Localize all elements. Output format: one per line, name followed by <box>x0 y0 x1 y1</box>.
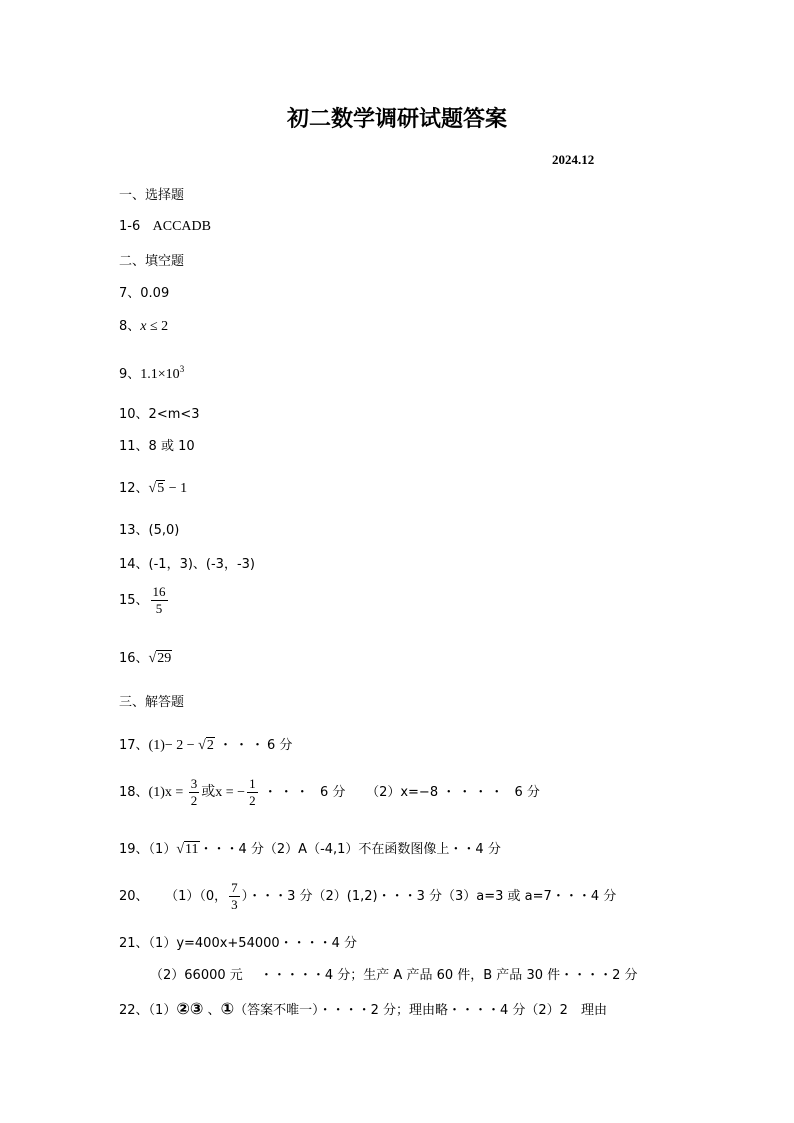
answer-15 <box>119 584 170 617</box>
answer-label: 1-6 <box>119 219 141 234</box>
fraction <box>151 584 168 617</box>
answer-value: ）・・・3 分（2）(1,2)・・・3 分（3）a=3 或 a=7・・・4 分 <box>241 889 617 904</box>
fraction <box>247 776 258 809</box>
radicand: 5 <box>157 481 165 496</box>
expression: (1)− 2 − <box>148 738 199 753</box>
answer-value: 2<m<3 <box>148 407 200 422</box>
answer-label: 9、 <box>119 367 141 382</box>
answer-label: 11、 <box>119 439 149 454</box>
sqrt-expression <box>198 737 215 753</box>
score: 6 分 <box>320 785 346 800</box>
page-title: 初二数学调研试题答案 <box>286 107 507 132</box>
numerator: 7 <box>231 880 238 895</box>
denominator: 2 <box>190 793 198 808</box>
answer-value: (-1，3)、(-3，-3) <box>148 557 255 572</box>
answer-value: ・・・4 分（2）A（-4,1）不在函数图像上・・4 分 <box>199 842 501 857</box>
answer-16 <box>119 649 172 669</box>
expression-or: 或x = − <box>201 785 246 800</box>
answer-value: （答案不唯一）・・・・2 分；理由略・・・・4 分（2）2 理由 <box>234 1003 607 1018</box>
answer-21-line2: （2）66000 元 ・・・・・4 分；生产 A 产品 60 件，B 产品 30 件・・・・2 分 <box>150 968 638 983</box>
answer-label: 15、 <box>119 593 149 608</box>
radicand: 29 <box>157 651 172 666</box>
radicand: 2 <box>206 738 214 753</box>
answer-value: 1.1×10 <box>140 367 180 382</box>
answer-value: (5,0) <box>148 523 180 538</box>
dots: ・・・ <box>219 738 268 753</box>
answer-label: 19、 <box>119 842 149 857</box>
answer-label: 8、 <box>119 319 141 334</box>
exponent: 3 <box>179 364 185 374</box>
denominator: 5 <box>155 601 163 616</box>
radicand: 11 <box>185 842 199 857</box>
date-label: 2024.12 <box>552 152 595 167</box>
section-choice: 一、选择题 <box>119 188 185 203</box>
answer-22 <box>119 999 607 1021</box>
answer-value: ACCADB <box>152 219 211 234</box>
answer-18 <box>119 776 540 809</box>
sqrt-icon: √ <box>198 738 206 753</box>
answer-13 <box>119 521 179 541</box>
answer-12 <box>119 479 187 499</box>
fraction <box>229 880 240 913</box>
answer-label: 13、 <box>119 523 149 538</box>
answer-label: 7、 <box>119 286 141 301</box>
numerator: 1 <box>249 776 256 791</box>
answer-1-6 <box>119 217 211 237</box>
sqrt-icon: √ <box>148 651 157 666</box>
answer-21 <box>119 934 357 954</box>
answer-label: 12、 <box>119 481 149 496</box>
dots: ・・・ <box>263 785 312 800</box>
score: 6 分 <box>514 785 540 800</box>
expression: (1)x = <box>148 785 187 800</box>
answer-label: 14、 <box>119 557 149 572</box>
answer-7 <box>119 284 169 304</box>
sqrt-icon: √ <box>148 481 157 496</box>
numerator: 16 <box>152 584 166 599</box>
sqrt-expression <box>176 841 199 857</box>
answer-19 <box>119 840 501 860</box>
fraction <box>189 776 200 809</box>
part-1: （1）（0， <box>165 889 228 904</box>
answer-8 <box>119 317 168 337</box>
part-1: （1） <box>148 842 177 857</box>
answer-17 <box>119 736 292 756</box>
denominator: 3 <box>231 897 238 912</box>
answer-11 <box>119 437 195 457</box>
answer-10 <box>119 405 200 425</box>
numerator: 3 <box>190 776 198 791</box>
part-2: （2）x=−8 <box>366 785 439 800</box>
sqrt-expression <box>149 650 173 666</box>
denominator: 2 <box>249 793 256 808</box>
answer-label: 16、 <box>119 651 149 666</box>
answer-label: 17、 <box>119 738 149 753</box>
score: 6 分 <box>267 738 293 753</box>
answer-value: − 1 <box>165 481 188 496</box>
section-solve: 三、解答题 <box>119 695 185 710</box>
answer-value: 0.09 <box>140 286 170 301</box>
dots: ・・・・ <box>442 785 507 800</box>
answer-label: 20、 <box>119 889 149 904</box>
answer-value: 8 或 10 <box>148 439 195 454</box>
answer-label: 10、 <box>119 407 149 422</box>
answer-9 <box>119 359 184 385</box>
answer-value: （1）y=400x+54000・・・・4 分 <box>148 936 358 951</box>
answer-label: 22、 <box>119 1003 149 1018</box>
sqrt-icon: √ <box>176 842 185 857</box>
variable-x: x <box>140 319 147 334</box>
answer-14 <box>119 555 255 575</box>
answer-value: ≤ 2 <box>146 319 169 334</box>
section-fill: 二、填空题 <box>119 254 185 269</box>
answer-20 <box>119 880 616 913</box>
part-1: （1） <box>148 1003 177 1018</box>
answer-label: 18、 <box>119 785 149 800</box>
separator: 、 <box>203 1003 221 1018</box>
answer-label: 21、 <box>119 936 149 951</box>
circled-numbers: ②③ <box>176 999 204 1018</box>
sqrt-expression <box>149 480 166 496</box>
circled-number: ① <box>220 999 235 1018</box>
